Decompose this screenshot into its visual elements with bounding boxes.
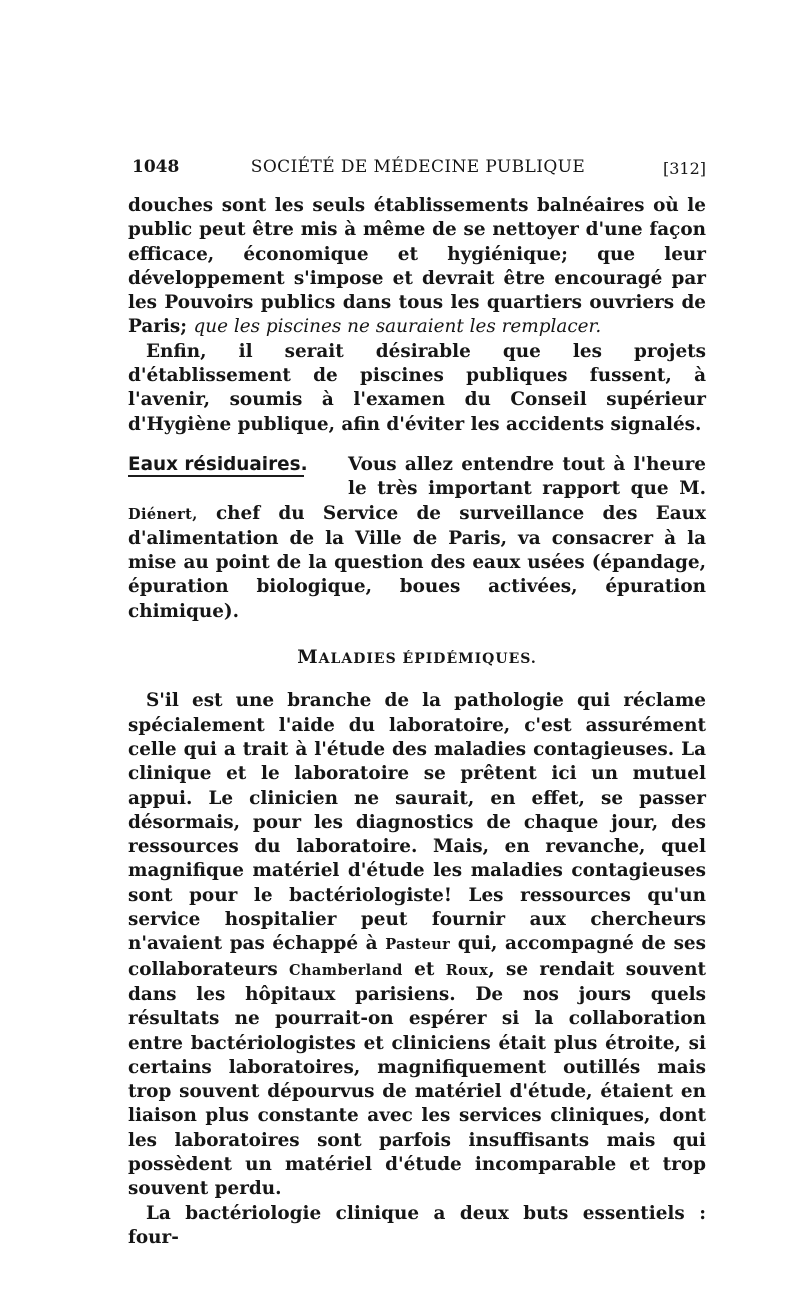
paragraph-eaux-text-2: chef du Service de surveillance des Eaux d'alimentation de la Ville de Paris, va consacrer à la mise au point de la question des eaux usées (épandage, épuration biologique, boues activées, épuration chimique).: [128, 502, 706, 622]
para3-text-2: qui, accompagné de ses collaborateurs: [128, 933, 706, 980]
heading-rest: ALADIES ÉPIDÉMIQUES.: [318, 651, 537, 668]
page-number: 1048: [132, 157, 180, 177]
section-heading-wrap: [128, 453, 348, 499]
running-header: [130, 157, 706, 185]
paragraph-bacteriologie: [128, 689, 706, 1201]
section-heading-maladies: [128, 646, 706, 671]
paragraph-douches-text: douches sont les seuls établissements balnéaires où le public peut être mis à même de se nettoyer d'une façon efficace, économique et hygiénique; que leur développement s'impose et devrait être encouragé par les Pouvoirs publics dans tous les quartiers ouvriers de Paris;: [128, 195, 706, 338]
page-reference: [312]: [662, 159, 706, 178]
section-heading: Eaux résiduaires.: [128, 453, 308, 475]
para3-text-4: , se rendait souvent dans les hôpitaux parisiens. De nos jours quels résultats ne pourrait-on espérer si la collaboration entre bactériologistes et cliniciens était plus étroite, si certains laboratoires, magnifiquement outillés mais trop souvent dépourvus de matériel d'étude, étaient en liaison plus constante avec les services cliniques, dont les laboratoires sont parfois insuffisants mais qui possèdent un matériel d'étude incomparable et trop souvent perdu.: [128, 958, 706, 1200]
para3-text-1: S'il est une branche de la pathologie qui réclame spécialement l'aide du laboratoire, c'est assurément celle qui a trait à l'étude des maladies contagieuses. La clinique et le laboratoire se prêtent ici un mutuel appui. Le clinicien ne saurait, en effet, se passer désormais, pour les diagnostics de chaque jour, des ressources du laboratoire. Mais, en revanche, quel magnifique matériel d'étude les maladies contagieuses sont pour le bactériologiste! Les ressources qu'un service hospitalier peut fournir aux chercheurs n'avaient pas échappé à: [128, 690, 706, 955]
paragraph-buts: La bactériologie clinique a deux buts essentiels : four-: [128, 1202, 706, 1248]
name-pasteur: Pasteur: [385, 936, 451, 954]
author-name: Diénert,: [128, 505, 198, 523]
emphasis-piscines: que les piscines ne sauraient les remplacer.: [193, 316, 602, 338]
name-chamberland: Chamberland: [289, 961, 403, 979]
body-text: [128, 194, 706, 1250]
section-eaux-residuaires: [128, 453, 706, 624]
paragraph-eaux-text-1: Vous allez entendre tout à l'heure le très important rapport que M.: [348, 453, 706, 500]
name-roux: Roux: [445, 961, 489, 979]
para3-text-3: et: [402, 958, 446, 980]
running-title: SOCIÉTÉ DE MÉDECINE PUBLIQUE: [250, 157, 586, 177]
paragraph-douches: [128, 194, 706, 340]
paragraph-enfin: Enfin, il serait désirable que les projets d'établissement de piscines publiques fussent, à l'avenir, soumis à l'examen du Conseil supérieur d'Hygiène publique, afin d'éviter les accidents signalés.: [128, 340, 706, 435]
heading-initial: M: [297, 647, 319, 669]
